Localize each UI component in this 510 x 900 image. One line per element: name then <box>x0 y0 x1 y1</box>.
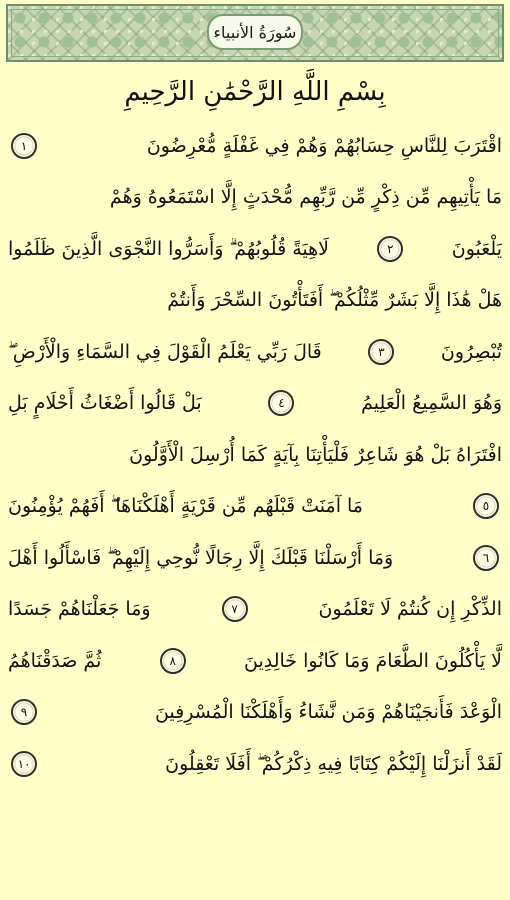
ayah-number-marker: ٧ <box>222 596 248 622</box>
verse-text: يَلْعَبُونَ <box>451 237 502 260</box>
verse-text: بَلْ قَالُوا أَضْغَاثُ أَحْلَامٍ بَلِ <box>8 392 202 415</box>
verse-line <box>8 172 502 224</box>
verse-text: الذِّكْرِ إِن كُنتُمْ لَا تَعْلَمُونَ <box>318 598 502 621</box>
verse-text: ثُمَّ صَدَقْنَاهُمُ <box>8 649 102 672</box>
verse-line <box>8 120 502 172</box>
verse-line <box>8 275 502 327</box>
ayah-number-marker: ٤ <box>268 390 294 416</box>
verse-line <box>8 687 502 739</box>
verse-line <box>8 223 502 275</box>
verse-text: افْتَرَاهُ بَلْ هُوَ شَاعِرٌ فَلْيَأْتِنَا بِآيَةٍ كَمَا أُرْسِلَ الْأَوَّلُونَ <box>129 443 502 466</box>
verse-line <box>8 738 502 790</box>
verse-text: تُبْصِرُونَ <box>440 340 502 363</box>
ayah-number-marker: ٦ <box>473 545 499 571</box>
verse-text: وَمَا جَعَلْنَاهُمْ جَسَدًا <box>8 598 151 621</box>
verse-text: لَقَدْ أَنزَلْنَا إِلَيْكُمْ كِتَابًا فِيهِ ذِكْرُكُمْ ۖ أَفَلَا تَعْقِلُونَ <box>165 752 502 775</box>
ayah-number-marker: ١ <box>11 133 37 159</box>
verse-line <box>8 635 502 687</box>
verse-text: اقْتَرَبَ لِلنَّاسِ حِسَابُهُمْ وَهُمْ فِي غَفْلَةٍ مُّعْرِضُونَ <box>146 134 502 157</box>
verse-text: وَمَا أَرْسَلْنَا قَبْلَكَ إِلَّا رِجَالًا نُّوحِي إِلَيْهِمْ ۖ فَاسْأَلُوا أَهْلَ <box>8 546 394 569</box>
verse-text: مَا آمَنَتْ قَبْلَهُم مِّن قَرْيَةٍ أَهْلَكْنَاهَا ۖ أَفَهُمْ يُؤْمِنُونَ <box>8 495 363 518</box>
verse-text: وَهُوَ السَّمِيعُ الْعَلِيمُ <box>361 392 502 415</box>
ayah-number-marker: ٢ <box>377 236 403 262</box>
verse-line <box>8 378 502 430</box>
verse-text: لَّا يَأْكُلُونَ الطَّعَامَ وَمَا كَانُوا خَالِدِينَ <box>244 649 502 672</box>
ayah-number-marker: ١٠ <box>11 751 37 777</box>
basmala: بِسْمِ اللَّهِ الرَّحْمَٰنِ الرَّحِيمِ <box>124 77 386 107</box>
verse-text: مَا يَأْتِيهِم مِّن ذِكْرٍ مِّن رَّبِّهِم مُّحْدَثٍ إِلَّا اسْتَمَعُوهُ وَهُمْ <box>109 186 502 209</box>
ayah-number-marker: ٩ <box>11 699 37 725</box>
ayah-number-marker: ٣ <box>368 339 394 365</box>
verse-text: الْوَعْدَ فَأَنجَيْنَاهُمْ وَمَن نَّشَاءُ وَأَهْلَكْنَا الْمُسْرِفِينَ <box>154 701 502 724</box>
verse-text: لَاهِيَةً قُلُوبُهُمْ ۗ وَأَسَرُّوا النَّجْوَى الَّذِينَ ظَلَمُوا <box>8 237 329 260</box>
verse-line <box>8 429 502 481</box>
verse-line <box>8 584 502 636</box>
verse-lines <box>8 120 502 790</box>
ayah-number-marker: ٥ <box>473 493 499 519</box>
verse-line <box>8 481 502 533</box>
surah-header-ornament <box>6 4 504 62</box>
surah-title-cartouche <box>207 14 303 50</box>
surah-title: سُورَةُ الأنبياء <box>213 22 297 42</box>
verse-line <box>8 532 502 584</box>
verse-text: قَالَ رَبِّي يَعْلَمُ الْقَوْلَ فِي السَّمَاءِ وَالْأَرْضِ ۖ <box>8 340 322 363</box>
ayah-number-marker: ٨ <box>160 648 186 674</box>
verse-line <box>8 326 502 378</box>
verse-text: هَلْ هَٰذَا إِلَّا بَشَرٌ مِّثْلُكُمْ ۖ أَفَتَأْتُونَ السِّحْرَ وَأَنتُمْ <box>167 289 502 312</box>
